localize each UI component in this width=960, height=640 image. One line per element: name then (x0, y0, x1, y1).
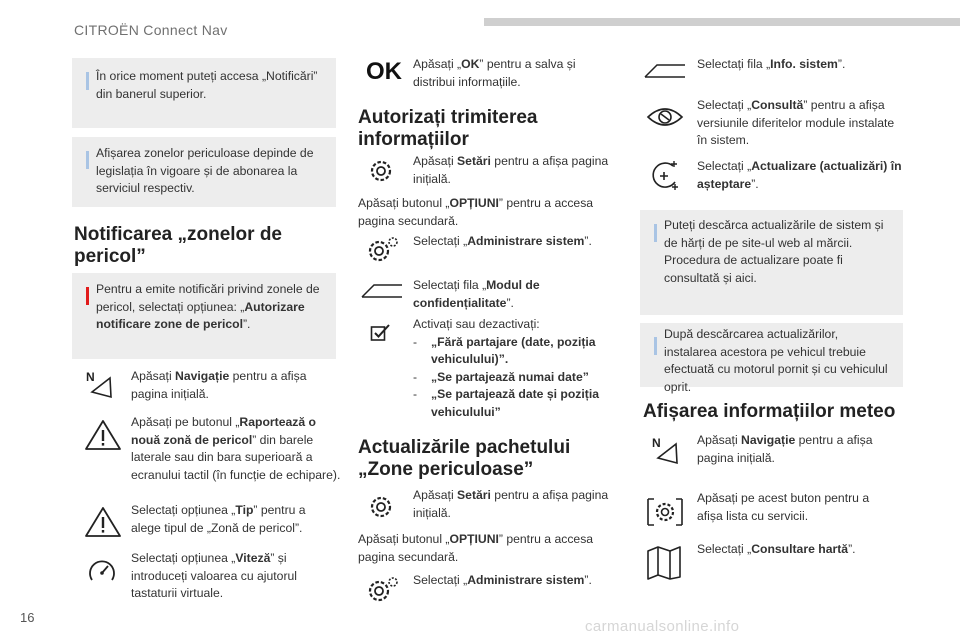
header-title: CITROËN Connect Nav (74, 22, 228, 38)
speedometer-icon (86, 556, 118, 588)
step-speed: Selectați opțiunea „Viteză” și introduceți valoarea cu ajutorul tastaturii virtuale. (131, 551, 297, 600)
step-consult-map: Selectați „Consultare hartă”. (697, 542, 856, 556)
step-admin: Selectați „Administrare sistem”. (413, 234, 592, 248)
step-privacy: Selectați fila „Modul de confidențialitate”. (413, 278, 540, 310)
options-text: Apăsați butonul „OPȚIUNI” pentru a accesa pagina secundară. (358, 196, 594, 228)
info-note (72, 58, 336, 128)
tab-icon (643, 63, 687, 79)
step-consult: Selectați „Consultă” pentru a afișa versiunile diferitelor module instalate în sistem. (697, 98, 895, 147)
page-number: 16 (20, 610, 35, 625)
section-heading: Afișarea informațiilor meteo (643, 401, 896, 422)
step-activate: Activați sau dezactivați: - „Fără partajare (date, poziția vehiculului)”. - „Se partajează numai date” - „Se partajează date și poziția vehiculului” (413, 316, 618, 421)
tab-icon (360, 283, 404, 299)
eye-icon (646, 104, 684, 130)
info-bar (86, 72, 89, 90)
update-pending-icon (647, 158, 683, 194)
info-note (640, 323, 903, 394)
info-bar (654, 224, 657, 242)
info-bar (86, 151, 89, 169)
settings-icon (367, 493, 395, 521)
step-info-system: Selectați fila „Info. sistem”. (697, 57, 846, 71)
section-heading: Actualizările pachetului „Zone periculoase” (358, 437, 571, 480)
system-settings-icon (365, 576, 399, 606)
info-note (72, 137, 336, 207)
ok-icon: OK (366, 58, 402, 85)
warning-triangle-icon (84, 418, 122, 452)
warning-text: Pentru a emite notificări privind zonele de pericol, selectați opțiunea: „Autorizare notificare zone de pericol”. (96, 282, 320, 331)
header-bar (484, 18, 960, 26)
section-heading: Autorizați trimiterea informațiilor (358, 107, 538, 150)
svg-text:N: N (86, 370, 95, 384)
step-settings: Apăsați Setări pentru a afișa pagina inițială. (413, 154, 609, 186)
step-pending-updates: Selectați „Actualizare (actualizări) în așteptare”. (697, 159, 902, 191)
checkbox-icon (370, 322, 392, 342)
svg-text:N: N (652, 436, 661, 450)
services-icon (646, 495, 684, 529)
step-ok: Apăsați „OK” pentru a salva și distribui informațiile. (413, 57, 576, 89)
step-services: Apăsați pe acest buton pentru a afișa lista cu servicii. (697, 491, 870, 523)
map-icon (646, 545, 682, 581)
navigation-icon (86, 370, 116, 402)
navigation-icon (652, 436, 682, 468)
note-text: În orice moment puteți accesa „Notificări” din banerul superior. (96, 69, 318, 101)
info-bar (654, 337, 657, 355)
info-note (640, 210, 903, 315)
step-type: Selectați opțiunea „Tip” pentru a alege tipul de „Zonă de pericol”. (131, 503, 306, 535)
step-admin: Selectați „Administrare sistem”. (413, 573, 592, 587)
system-settings-icon (365, 236, 399, 266)
watermark: carmanualsonline.info (585, 618, 740, 635)
step-navigation: Apăsați Navigație pentru a afișa pagina inițială. (131, 369, 307, 401)
options-text: Apăsați butonul „OPȚIUNI” pentru a accesa pagina secundară. (358, 532, 594, 564)
warning-bar (86, 287, 89, 305)
step-navigation: Apăsați Navigație pentru a afișa pagina inițială. (697, 433, 873, 465)
warning-triangle-icon (84, 505, 122, 539)
note-text: Afișarea zonelor periculoase depinde de legislația în vigoare și de abonarea la serviciul respectiv. (96, 146, 314, 195)
note-text: După descărcarea actualizărilor, instalarea acestora pe vehicul trebuie efectuată cu motorul pornit și cu vehiculul oprit. (664, 327, 888, 394)
warning-note (72, 273, 336, 359)
settings-icon (367, 157, 395, 185)
note-text: Puteți descărca actualizările de sistem și de hărți de pe site-ul web al mărcii. Procedura de actualizare poate fi consultată și aici. (664, 218, 884, 285)
section-heading: Notificarea „zonelor de pericol” (74, 224, 282, 267)
step-report-zone: Apăsați pe butonul „Raportează o nouă zonă de pericol” din barele laterale sau din bara superioară a ecranului tactil (în funcție de echipare). (131, 415, 341, 482)
step-settings: Apăsați Setări pentru a afișa pagina inițială. (413, 488, 609, 520)
